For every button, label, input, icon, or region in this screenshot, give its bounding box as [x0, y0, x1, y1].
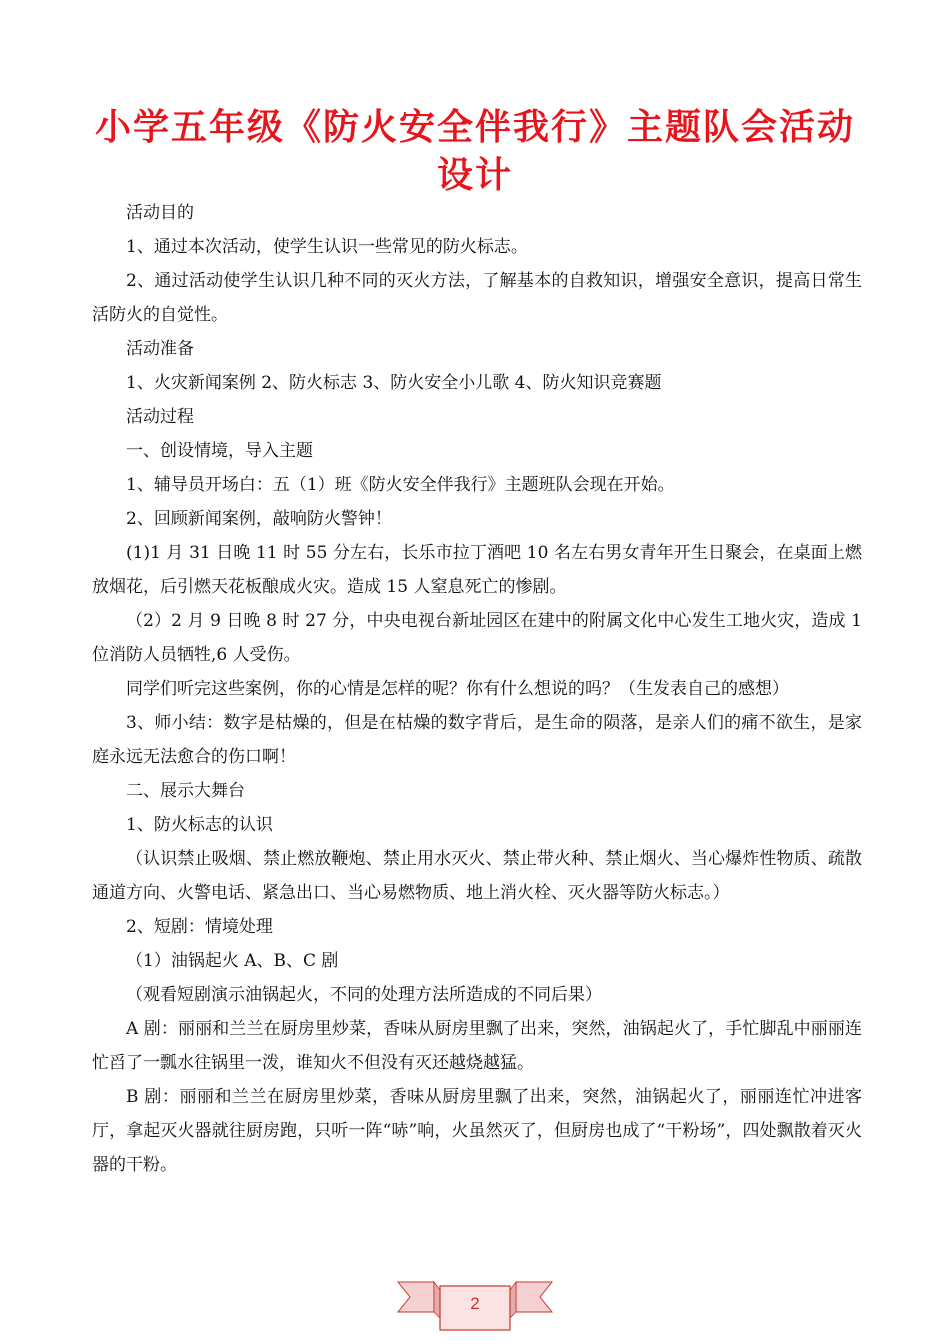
page-number-badge	[394, 1272, 556, 1334]
paragraph: A 剧：丽丽和兰兰在厨房里炒菜，香味从厨房里飘了出来，突然，油锅起火了，手忙脚乱中丽丽连忙舀了一瓢水往锅里一泼，谁知火不但没有灭还越烧越猛。	[92, 1019, 862, 1073]
paragraph: 2、回顾新闻案例，敲响防火警钟！	[126, 509, 392, 529]
paragraph: B 剧：丽丽和兰兰在厨房里炒菜，香味从厨房里飘了出来，突然，油锅起火了，丽丽连忙冲进客厅，拿起灭火器就往厨房跑，只听一阵“哧”响，火虽然灭了，但厨房也成了“干粉场”，四处飘散着灭火器的干粉。	[92, 1087, 862, 1175]
paragraph: 一、创设情境，导入主题	[126, 441, 313, 461]
paragraph: 活动过程	[126, 407, 194, 427]
paragraph: 1、通过本次活动，使学生认识一些常见的防火标志。	[126, 237, 528, 257]
paragraph: 2、短剧：情境处理	[126, 917, 273, 937]
document-body	[92, 196, 862, 1182]
paragraph: 活动目的	[126, 203, 194, 223]
document-title-line-1: 小学五年级《防火安全伴我行》主题队会活动	[94, 107, 855, 148]
paragraph: 活动准备	[126, 339, 194, 359]
paragraph: （认识禁止吸烟、禁止燃放鞭炮、禁止用水灭火、禁止带火种、禁止烟火、当心爆炸性物质、疏散通道方向、火警电话、紧急出口、当心易燃物质、地上消火栓、灭火器等防火标志。）	[92, 849, 862, 903]
document-title-line-2: 设计	[436, 155, 513, 196]
paragraph: （2）2 月 9 日晚 8 时 27 分，中央电视台新址园区在建中的附属文化中心发生工地火灾，造成 1 位消防人员牺牲,6 人受伤。	[92, 611, 862, 665]
paragraph: 1、防火标志的认识	[126, 815, 273, 835]
paragraph: 3、师小结：数字是枯燥的，但是在枯燥的数字背后，是生命的陨落，是亲人们的痛不欲生，是家庭永远无法愈合的伤口啊！	[92, 713, 862, 767]
paragraph: 2、通过活动使学生认识几种不同的灭火方法，了解基本的自救知识，增强安全意识，提高日常生活防火的自觉性。	[92, 271, 862, 325]
paragraph: 同学们听完这些案例，你的心情是怎样的呢？你有什么想说的吗？（生发表自己的感想）	[126, 679, 789, 699]
page-number: 2	[470, 1294, 480, 1313]
paragraph: （1）油锅起火 A、B、C 剧	[126, 951, 339, 971]
paragraph: 1、火灾新闻案例 2、防火标志 3、防火安全小儿歌 4、防火知识竞赛题	[126, 373, 662, 393]
paragraph: (1)1 月 31 日晚 11 时 55 分左右，长乐市拉丁酒吧 10 名左右男女青年开生日聚会，在桌面上燃放烟花，后引燃天花板酿成火灾。造成 15 人窒息死亡的惨剧。	[92, 543, 862, 597]
paragraph: （观看短剧演示油锅起火，不同的处理方法所造成的不同后果）	[126, 985, 602, 1005]
paragraph: 二、展示大舞台	[126, 781, 245, 801]
paragraph: 1、辅导员开场白：五（1）班《防火安全伴我行》主题班队会现在开始。	[126, 475, 675, 495]
